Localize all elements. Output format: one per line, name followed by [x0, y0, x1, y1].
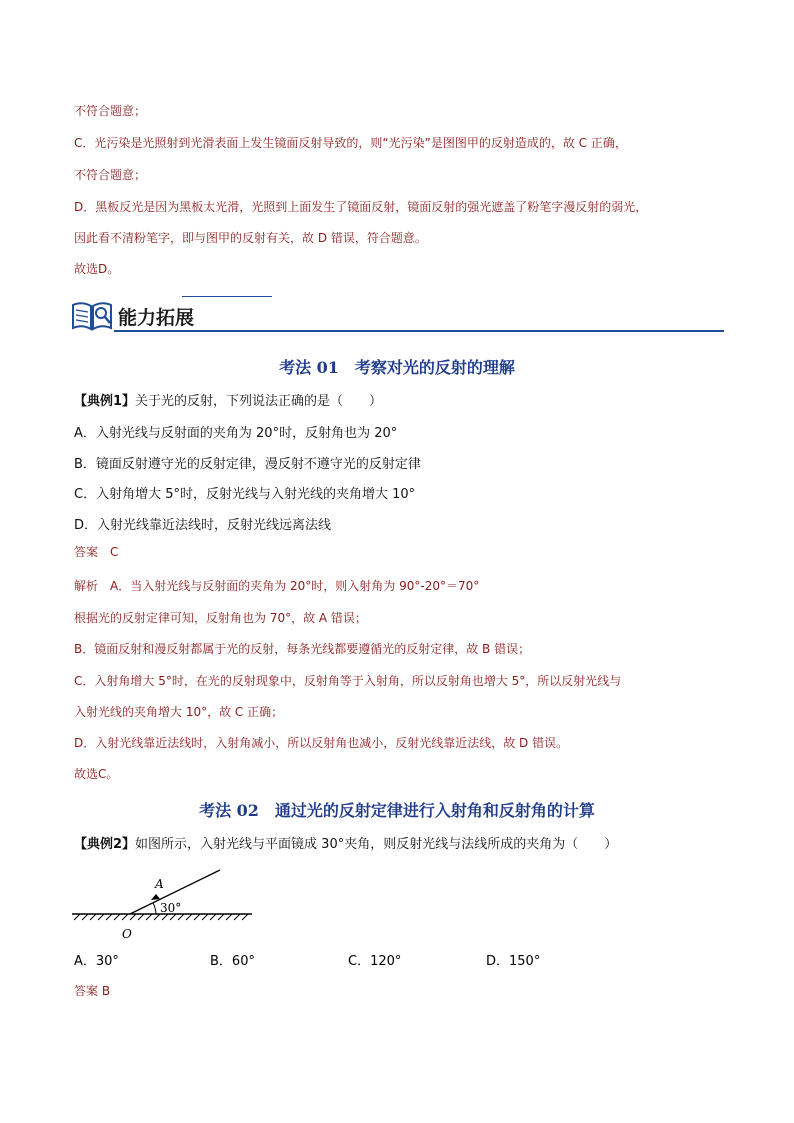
option-item: C．120° [348, 954, 402, 969]
ray-arrow [151, 894, 160, 900]
option-item: D．入射光线靠近法线时，反射光线远离法线 [74, 518, 332, 533]
analysis-line: 故选C。 [74, 767, 119, 781]
analysis-line: C．入射角增大 5°时，在光的反射现象中，反射角等于入射角，所以反射角也增大 5°，所以反射光线与 [74, 674, 622, 688]
example-question: 【典例2】如图所示，入射光线与平面镜成 30°夹角，则反射光线与法线所成的夹角为（ ） [74, 837, 618, 852]
option-item: B．镜面反射遵守光的反射定律，漫反射不遵守光的反射定律 [74, 457, 421, 472]
explanation-line: 故选D。 [74, 262, 120, 276]
explanation-line: 不符合题意； [74, 168, 147, 182]
analysis-line: 入射光线的夹角增大 10°，故 C 正确； [74, 705, 284, 719]
reflection-diagram [70, 868, 260, 942]
example-label: 【典例2】 [74, 837, 136, 852]
analysis-line: 解析 A．当入射光线与反射面的夹角为 20°时，则入射角为 90°-20°＝70° [74, 579, 480, 593]
explanation-line: 因此看不清粉笔字，即与图甲的反射有关，故 D 错误，符合题意。 [74, 231, 427, 245]
analysis-line: B．镜面反射和漫反射都属于光的反射，每条光线都要遵循光的反射定律，故 B 错误； [74, 642, 531, 656]
section-banner [70, 293, 724, 335]
angle-label: 30° [160, 901, 182, 915]
point-a-label: A [155, 877, 164, 891]
banner-title: 能力拓展 [118, 307, 195, 329]
answer-text: 答案 C [74, 545, 119, 559]
option-item: D．150° [486, 954, 541, 969]
open-book-icon [70, 295, 114, 335]
method-heading: 考法 01 考察对光的反射的理解 [279, 358, 515, 377]
example-question: 【典例1】关于光的反射，下列说法正确的是（ ） [74, 394, 383, 409]
method-heading: 考法 02 通过光的反射定律进行入射角和反射角的计算 [199, 801, 595, 820]
explanation-line: 不符合题意； [74, 104, 147, 118]
explanation-line: D．黑板反光是因为黑板太光滑，光照到上面发生了镜面反射，镜面反射的强光遮盖了粉笔字漫反射的弱光， [74, 200, 648, 214]
option-item: A．入射光线与反射面的夹角为 20°时，反射角也为 20° [74, 426, 398, 441]
point-o-label: O [122, 927, 132, 941]
analysis-line: 根据光的反射定律可知，反射角也为 70°，故 A 错误； [74, 611, 367, 625]
option-item: A．30° [74, 954, 119, 969]
option-item: B．60° [210, 954, 255, 969]
angle-arc [153, 903, 156, 914]
explanation-line: C．光污染是光照射到光滑表面上发生镜面反射导致的，则“光污染”是图图甲的反射造成的，故 C 正确， [74, 136, 627, 150]
example-label: 【典例1】 [74, 394, 136, 409]
analysis-line: D．入射光线靠近法线时，入射角减小，所以反射角也减小，反射光线靠近法线，故 D 错误。 [74, 736, 569, 750]
answer-text: 答案 B [74, 984, 111, 998]
option-item: C．入射角增大 5°时，反射光线与入射光线的夹角增大 10° [74, 487, 416, 502]
